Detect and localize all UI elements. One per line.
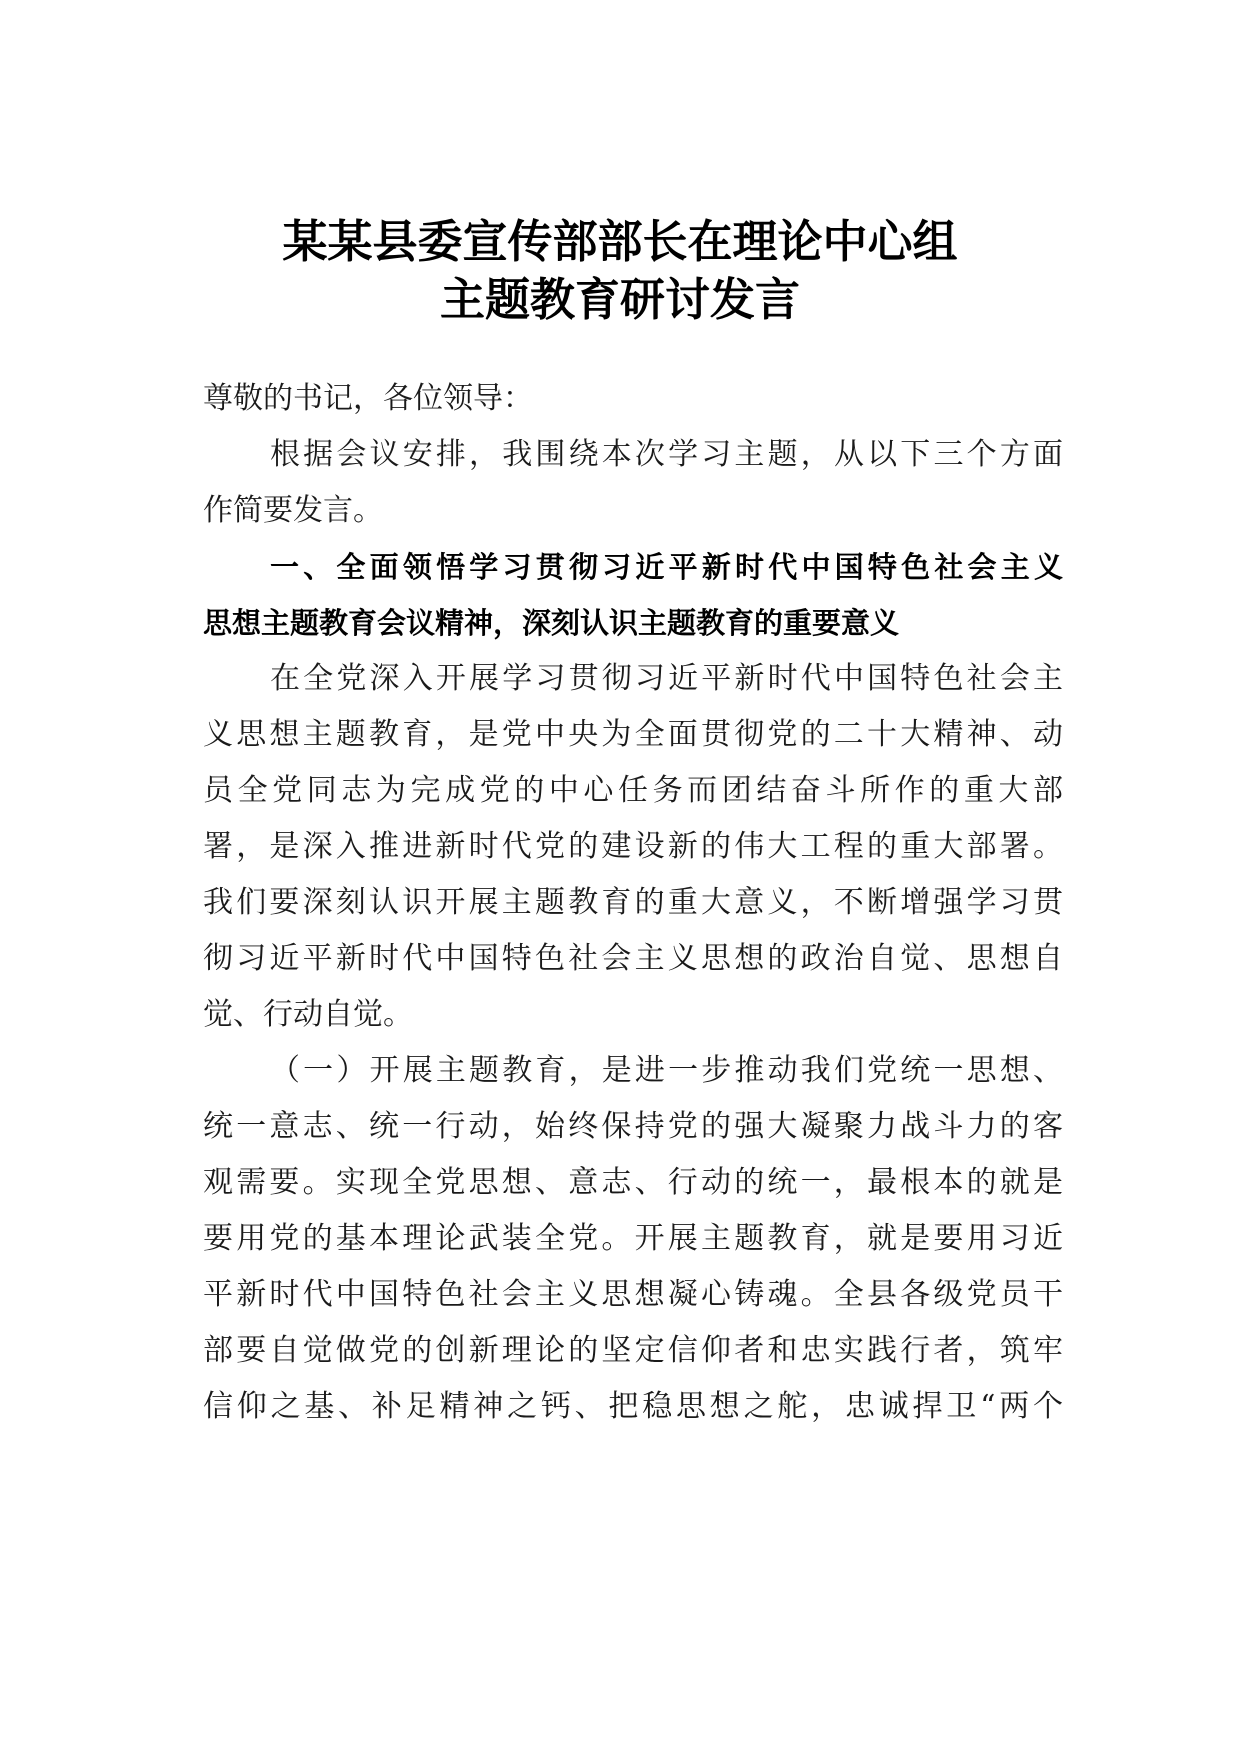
paragraph-line: 员全党同志为完成党的中心任务而团结奋斗所作的重大部 — [203, 773, 1063, 808]
salutation: 尊敬的书记，各位领导： — [203, 381, 533, 416]
paragraph-line: 观需要。实现全党思想、意志、行动的统一，最根本的就是 — [203, 1165, 1063, 1200]
paragraph-line: 信仰之基、补足精神之钙、把稳思想之舵，忠诚捍卫“两个 — [203, 1389, 1063, 1424]
paragraph-line: 彻习近平新时代中国特色社会主义思想的政治自觉、思想自 — [203, 941, 1063, 976]
paragraph-line: 统一意志、统一行动，始终保持党的强大凝聚力战斗力的客 — [203, 1109, 1063, 1144]
paragraph-line: （一）开展主题教育，是进一步推动我们党统一思想、 — [270, 1053, 1063, 1088]
paragraph-line: 要用党的基本理论武装全党。开展主题教育，就是要用习近 — [203, 1221, 1063, 1256]
document-title-line-1: 某某县委宣传部部长在理论中心组 — [282, 215, 958, 268]
intro-line: 根据会议安排，我围绕本次学习主题，从以下三个方面 — [270, 437, 1063, 472]
intro-line: 作简要发言。 — [203, 493, 383, 528]
paragraph-line: 部要自觉做党的创新理论的坚定信仰者和忠实践行者，筑牢 — [203, 1333, 1063, 1368]
paragraph-line: 平新时代中国特色社会主义思想凝心铸魂。全县各级党员干 — [203, 1277, 1063, 1312]
paragraph-line: 在全党深入开展学习贯彻习近平新时代中国特色社会主 — [270, 661, 1063, 696]
paragraph-line: 觉、行动自觉。 — [203, 997, 413, 1032]
paragraph-line: 我们要深刻认识开展主题教育的重大意义，不断增强学习贯 — [203, 885, 1063, 920]
section-heading-line: 一、全面领悟学习贯彻习近平新时代中国特色社会主义 — [270, 550, 1063, 584]
section-heading-line: 思想主题教育会议精神，深刻认识主题教育的重要意义 — [203, 606, 900, 640]
document-title-line-2: 主题教育研讨发言 — [439, 273, 800, 326]
paragraph-line: 义思想主题教育，是党中央为全面贯彻党的二十大精神、动 — [203, 717, 1063, 752]
paragraph-line: 署，是深入推进新时代党的建设新的伟大工程的重大部署。 — [203, 829, 1063, 864]
